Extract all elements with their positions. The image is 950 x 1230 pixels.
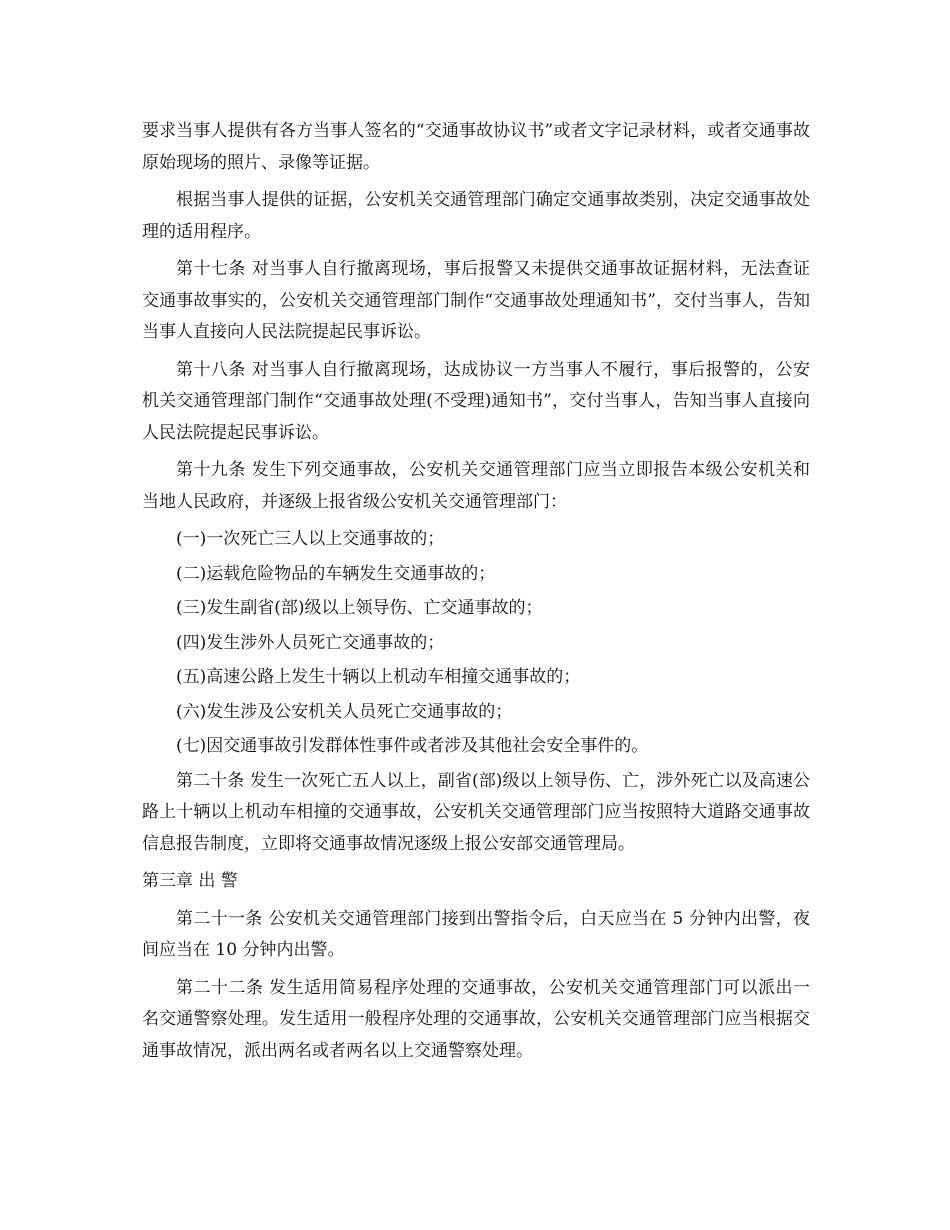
paragraph-continuation: 要求当事人提供有各方当事人签名的“交通事故协议书”或者文字记录材料，或者交通事故原始现场的照片、录像等证据。 [142,121,810,173]
article-18: 第十八条 对当事人自行撤离现场，达成协议一方当事人不履行，事后报警的，公安机关交通管理部门制作“交通事故处理(不受理)通知书”，交付当事人，告知当事人直接向人民法院提起民事诉讼。 [142,359,810,443]
chapter-heading: 第三章 出 警 [142,871,238,891]
list-item: (三)发生副省(部)级以上领导伤、亡交通事故的； [176,598,543,618]
list-item: (一)一次死亡三人以上交通事故的； [176,529,445,549]
document-body [142,116,810,1073]
list-item: (六)发生涉及公安机关人员死亡交通事故的； [176,701,513,722]
list-item: (七)因交通事故引发群体性事件或者涉及其他社会安全事件的。 [176,736,649,756]
list-item: (四)发生涉外人员死亡交通事故的； [176,632,445,653]
list-item: (五)高速公路上发生十辆以上机动车相撞交通事故的； [176,667,581,687]
paragraph-evidence: 根据当事人提供的证据，公安机关交通管理部门确定交通事故类别，决定交通事故处理的适用程序。 [142,190,810,242]
article-17: 第十七条 对当事人自行撤离现场，事后报警又未提供交通事故证据材料，无法查证交通事故事实的，公安机关交通管理部门制作“交通事故处理通知书”，交付当事人，告知当事人直接向人民法院提起民事诉讼。 [142,259,810,342]
article-22: 第二十二条 发生适用简易程序处理的交通事故，公安机关交通管理部门可以派出一名交通警察处理。发生适用一般程序处理的交通事故，公安机关交通管理部门应当根据交通事故情况，派出两名或者两名以上交通警察处理。 [142,977,810,1061]
article-21: 第二十一条 公安机关交通管理部门接到出警指令后，白天应当在 5 分钟内出警，夜间应当在 10 分钟内出警。 [142,908,810,960]
list-item: (二)运载危险物品的车辆发生交通事故的； [176,563,496,584]
article-20: 第二十条 发生一次死亡五人以上，副省(部)级以上领导伤、亡，涉外死亡以及高速公路上十辆以上机动车相撞的交通事故，公安机关交通管理部门应当按照特大道路交通事故信息报告制度，立即将交通事故情况逐级上报公安部交通管理局。 [142,770,810,854]
article-19: 第十九条 发生下列交通事故，公安机关交通管理部门应当立即报告本级公安机关和当地人民政府，并逐级上报省级公安机关交通管理部门： [142,460,810,512]
